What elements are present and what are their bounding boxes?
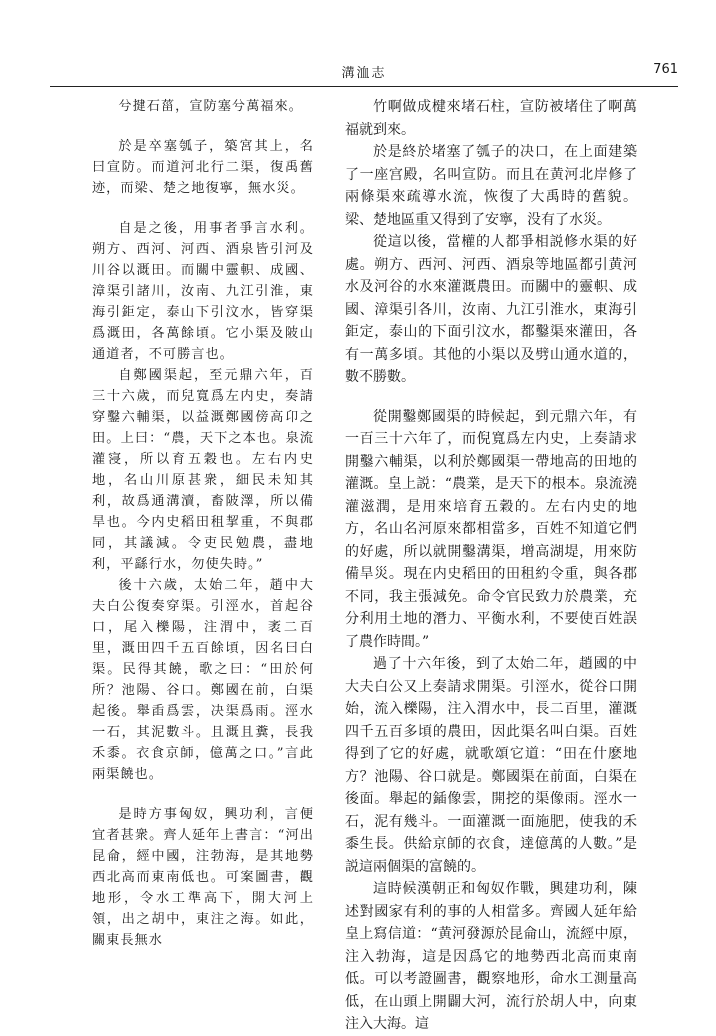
translation-paragraph: 從開鑿鄭國渠的時候起，到元鼎六年，有一百三十六年了，而倪寬爲左内史，上奏請求開鑿六輔渠，以利於鄭國渠一帶地高的田地的灌溉。皇上説：“農業，是天下的根本。泉流澆灌滋潤，是用來培育五穀的。左右内史的地方，名山名河原來都相當多，百姓不知道它們的好處，所以就開鑿溝渠，增高湖堤，用來防備旱災。現在内史稻田的田租約令重，與各郡不同，我主張減免。命令官民致力於農業，充分利用土地的潛力、平衡水利，不要使百姓誤了農作時間。” xyxy=(345,408,637,650)
original-paragraph: 自是之後，用事者爭言水利。朔方、西河、河西、酒泉皆引河及川谷以溉田。而關中靈軹、成國、漳渠引諸川，汝南、九江引淮，東海引鉅定，泰山下引汶水，皆穿渠爲溉田，各萬餘頃。它小渠及陂山通道者，不可勝言也。 xyxy=(92,221,314,362)
translation-paragraph: 過了十六年後，到了太始二年，趙國的中大夫白公又上奏請求開渠。引涇水，從谷口開始，流入櫟陽，注入渭水中，長二百里，灌溉四千五百多頃的農田，因此渠名叫白渠。百姓得到了它的好處，就歌頌它道：“田在什麽地方？池陽、谷口就是。鄭國渠在前面，白渠在後面。舉起的鍤像雲，開挖的渠像雨。涇水一石，泥有幾斗。一面灌溉一面施肥，使我的禾黍生長。供給京師的衣食，達億萬的人數。”是説這兩個渠的富饒的。 xyxy=(345,656,637,875)
page-number: 761 xyxy=(653,62,678,77)
page-header xyxy=(50,62,678,84)
header-rule xyxy=(50,86,678,87)
translation-paragraph: 這時候漢朝正和匈奴作戰，興建功利，陳述對國家有利的事的人相當多。齊國人延年給皇上寫信道：“黄河發源於昆侖山，流經中原，注入勃海，這是因爲它的地勢西北高而東南低。可以考證圖書，觀察地形，命水工測量高低，在山頭上開闢大河，流行於胡人中，向東注入大海。這 xyxy=(345,881,637,1032)
translation-paragraph: 從這以後，當權的人都爭相説修水渠的好處。朔方、西河、河西、酒泉等地區都引黄河水及河谷的水來灌溉農田。而關中的靈軹、成國、漳渠引各川，汝南、九江引淮水，東海引鉅定，泰山的下面引汶水，都鑿渠來灌田，各有一萬多頃。其他的小渠以及劈山通水道的，數不勝數。 xyxy=(345,234,637,385)
original-paragraph: 自鄭國渠起，至元鼎六年，百三十六歲，而兒寬爲左内史，奏請穿鑿六輔渠，以益溉鄭國傍高卬之田。上曰：“農，天下之本也。泉流灌寖，所以育五穀也。左右内史地，名山川原甚衆，細民未知其利，故爲通溝瀆，畜陂澤，所以備旱也。今内史稻田租挈重，不與郡同，其議減。令吏民勉農，盡地利，平繇行水，勿使失時。” xyxy=(92,368,314,572)
translation-paragraph: 竹啊做成楗來堵石柱，宣防被堵住了啊萬福就到來。 xyxy=(345,99,637,138)
original-paragraph: 兮揵石菑，宣防塞兮萬福來。 xyxy=(118,99,303,114)
original-paragraph: 是時方事匈奴，興功利，言便宜者甚衆。齊人延年上書言：“河出昆侖，經中國，注勃海，是其地勢西北高而東南低也。可案圖書，觀地形，令水工準高下，開大河上領，出之胡中，東注之海。如此，關東長無水 xyxy=(92,807,314,948)
original-paragraph: 後十六歲，太始二年，趙中大夫白公復奏穿渠。引涇水，首起谷口，尾入櫟陽，注渭中，袤二百里，溉田四千五百餘頃，因名曰白渠。民得其饒，歌之曰：“田於何所？池陽、谷口。鄭國在前，白渠起後。舉臿爲雲，决渠爲雨。涇水一石，其泥數斗。且溉且糞，長我禾黍。衣食京師，億萬之口。”言此兩渠饒也。 xyxy=(92,578,314,782)
translation-column xyxy=(345,96,637,1036)
original-text-column xyxy=(92,96,314,951)
running-title: 溝洫志 xyxy=(341,66,387,81)
original-paragraph: 於是卒塞瓠子，築宮其上，名曰宣防。而道河北行二渠，復禹舊迹，而梁、楚之地復寧，無水災。 xyxy=(92,139,314,196)
translation-paragraph: 於是終於堵塞了瓠子的决口，在上面建築了一座宫殿，名叫宣防。而且在黄河北岸修了兩條渠來疏導水流，恢復了大禹時的舊貌。梁、楚地區重又得到了安寧，没有了水災。 xyxy=(345,144,637,228)
